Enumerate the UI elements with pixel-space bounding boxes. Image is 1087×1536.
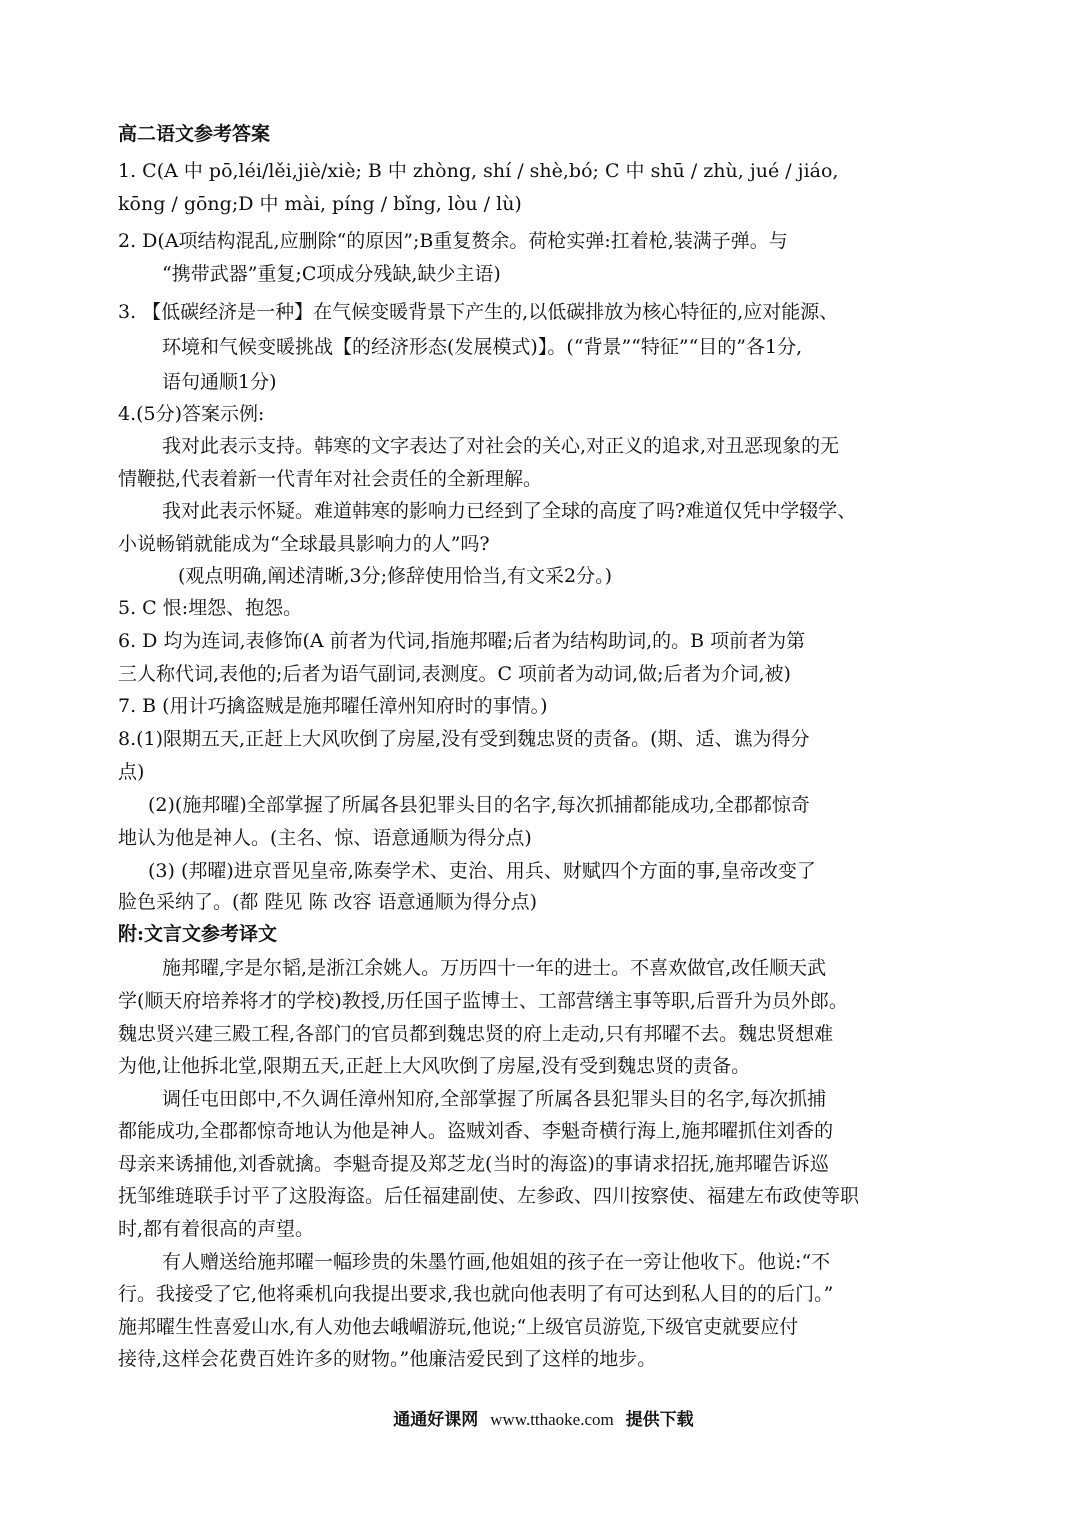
- translation-line: 调任屯田郎中,不久调任漳州知府,全部掌握了所属各县犯罪头目的名字,每次抓捕: [162, 1088, 827, 1110]
- answer-line: (2)(施邦曜)全部掌握了所属各县犯罪头目的名字,每次抓捕都能成功,全郡都惊奇: [148, 794, 810, 816]
- translation-line: 为他,让他拆北堂,限期五天,正赶上大风吹倒了房屋,没有受到魏忠贤的责备。: [118, 1055, 751, 1077]
- translation-heading: 附:文言文参考译文: [118, 923, 278, 945]
- translation-line: 都能成功,全郡都惊奇地认为他是神人。盗贼刘香、李魁奇横行海上,施邦曜抓住刘香的: [118, 1120, 834, 1142]
- answer-line: 6. D 均为连词,表修饰(A 前者为代词,指施邦曜;后者为结构助词,的。B 项前者为第: [118, 630, 806, 652]
- translation-line: 时,都有着很高的声望。: [118, 1218, 315, 1240]
- answer-line: 情鞭挞,代表着新一代青年对社会责任的全新理解。: [118, 468, 543, 490]
- answer-line: “携带武器”重复;C项成分残缺,缺少主语): [162, 263, 501, 285]
- answer-line: 8.(1)限期五天,正赶上大风吹倒了房屋,没有受到魏忠贤的责备。(期、适、谯为得分: [118, 728, 810, 750]
- answer-line: 我对此表示怀疑。难道韩寒的影响力已经到了全球的高度了吗?难道仅凭中学辍学、: [162, 500, 857, 522]
- translation-line: 魏忠贤兴建三殿工程,各部门的官员都到魏忠贤的府上走动,只有邦曜不去。魏忠贤想难: [118, 1023, 834, 1045]
- answer-line: (观点明确,阐述清晰,3分;修辞使用恰当,有文采2分。): [178, 565, 613, 587]
- answer-line: 4.(5分)答案示例:: [118, 403, 265, 425]
- page-footer: [0, 1404, 1087, 1436]
- answer-line: kōng / gōng;D 中 mài, píng / bǐng, lòu / lù): [118, 193, 522, 215]
- answer-line: 2. D(A项结构混乱,应删除“的原因”;B重复赘余。荷枪实弹:扛着枪,装满子弹。与: [118, 230, 788, 252]
- answer-line: 点): [118, 761, 145, 783]
- translation-line: 母亲来诱捕他,刘香就擒。李魁奇提及郑芝龙(当时的海盗)的事请求招抚,施邦曜告诉巡: [118, 1153, 829, 1175]
- translation-line: 施邦曜生性喜爱山水,有人劝他去峨嵋游玩,他说;“上级官员游览,下级官吏就要应付: [118, 1316, 799, 1338]
- translation-line: 有人赠送给施邦曜一幅珍贵的朱墨竹画,他姐姐的孩子在一旁让他收下。他说:“不: [162, 1251, 831, 1273]
- translation-line: 抚邹维琏联手讨平了这股海盗。后任福建副使、左参政、四川按察使、福建左布政使等职: [118, 1185, 860, 1207]
- answer-line: 1. C(A 中 pō,léi/lěi,jiè/xiè; B 中 zhòng, shí / shè,bó; C 中 shū / zhù, jué / jiáo,: [118, 160, 839, 182]
- translation-line: 学(顺天府培养将才的学校)教授,历任国子监博士、工部营缮主事等职,后晋升为员外郎。: [118, 990, 848, 1012]
- answer-line: 地认为他是神人。(主名、惊、语意通顺为得分点): [118, 827, 532, 849]
- footer-site-name: 通通好课网: [393, 1410, 479, 1430]
- answer-line: 语句通顺1分): [162, 371, 277, 393]
- answer-line: 我对此表示支持。韩寒的文字表达了对社会的关心,对正义的追求,对丑恶现象的无: [162, 435, 840, 457]
- translation-line: 接待,这样会花费百姓许多的财物。”他廉洁爱民到了这样的地步。: [118, 1348, 657, 1370]
- footer-url-link[interactable]: www.tthaoke.com: [490, 1410, 614, 1429]
- answer-line: 三人称代词,表他的;后者为语气副词,表测度。C 项前者为动词,做;后者为介词,被): [118, 663, 791, 685]
- answer-line: 小说畅销就能成为“全球最具影响力的人”吗?: [118, 533, 490, 555]
- footer-download-text: 提供下载: [625, 1410, 694, 1430]
- answer-line: 3. 【低碳经济是一种】在气候变暖背景下产生的,以低碳排放为核心特征的,应对能源、: [118, 301, 839, 323]
- answer-line: 脸色采纳了。(都 陛见 陈 改容 语意通顺为得分点): [118, 891, 537, 913]
- answer-line: (3) (邦曜)进京晋见皇帝,陈奏学术、吏治、用兵、财赋四个方面的事,皇帝改变了: [148, 860, 816, 882]
- answer-line: 5. C 恨:埋怨、抱怨。: [118, 597, 303, 619]
- page-title: 高二语文参考答案: [118, 123, 271, 145]
- translation-line: 行。我接受了它,他将乘机向我提出要求,我也就向他表明了有可达到私人目的的后门。”: [118, 1283, 834, 1305]
- translation-line: 施邦曜,字是尔韬,是浙江余姚人。万历四十一年的进士。不喜欢做官,改任顺天武: [162, 957, 827, 979]
- answer-line: 7. B (用计巧擒盗贼是施邦曜任漳州知府时的事情。): [118, 695, 548, 717]
- answer-line: 环境和气候变暖挑战【的经济形态(发展模式)】。(“背景”“特征”“目的”各1分,: [162, 336, 803, 358]
